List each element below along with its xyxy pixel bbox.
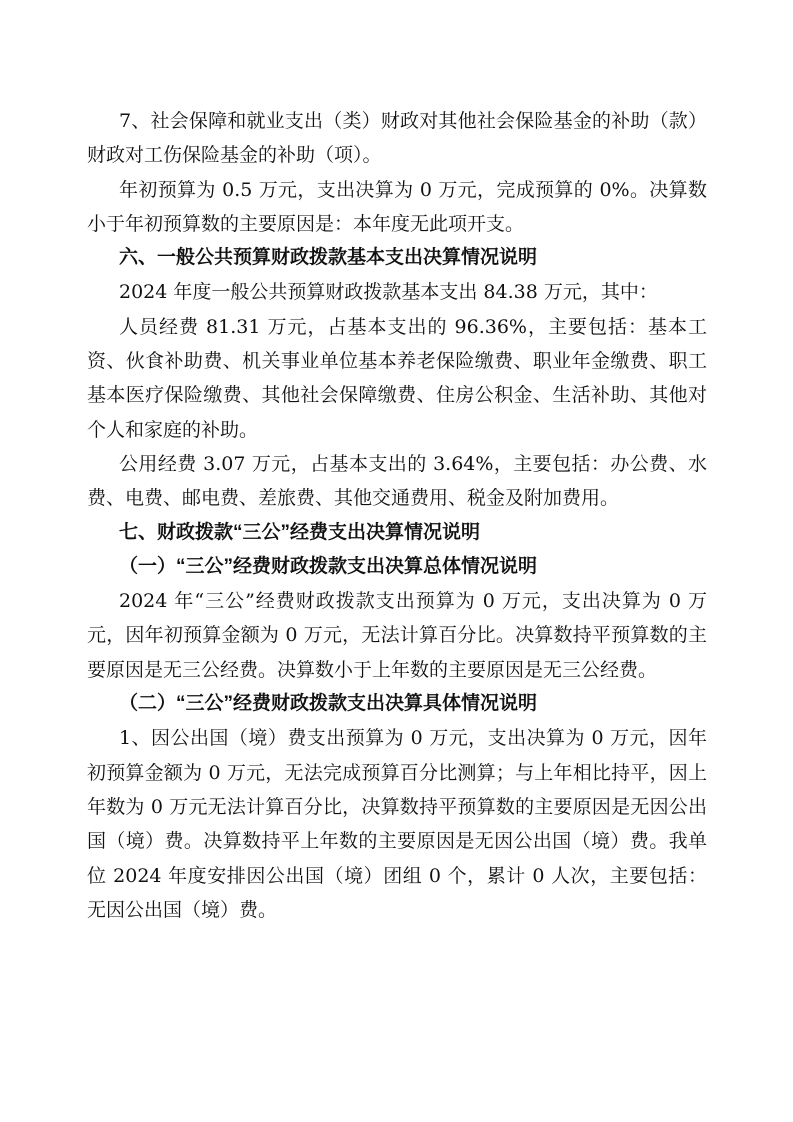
paragraph-overseas-travel-expenses: 1、因公出国（境）费支出预算为 0 万元，支出决算为 0 万元，因年初预算金额为 0 万元，无法完成预算百分比测算；与上年相比持平，因上年数为 0 万元无法计算百分比，决算数持平预算数的主要原因是无因公出国（境）费。决算数持平上年数的主要原因是无因公出国（境）费。我单位 2024 年度安排因公出国（境）团组 0 个，累计 0 人次，主要包括：无因公出国（境）费。	[87, 727, 707, 921]
section-heading-seven-three-public-expenses: 七、财政拨款“三公”经费支出决算情况说明	[119, 521, 481, 543]
paragraph-personnel-funds: 人员经费 81.31 万元，占基本支出的 96.36%，主要包括：基本工资、伙食补助费、机关事业单位基本养老保险缴费、职业年金缴费、职工基本医疗保险缴费、其他社会保障缴费、住房公积金、生活补助、其他对个人和家庭的补助。	[87, 315, 707, 441]
paragraph-three-public-overall: 2024 年“三公”经费财政拨款支出预算为 0 万元，支出决算为 0 万元，因年初预算金额为 0 万元，无法计算百分比。决算数持平预算数的主要原因是无三公经费。决算数小于上年数的主要原因是无三公经费。	[87, 590, 707, 681]
paragraph-public-funds: 公用经费 3.07 万元，占基本支出的 3.64%，主要包括：办公费、水费、电费、邮电费、差旅费、其他交通费用、税金及附加费用。	[87, 452, 707, 510]
paragraph-2024-basic-expenditure-total: 2024 年度一般公共预算财政拨款基本支出 84.38 万元，其中：	[119, 281, 658, 304]
section-heading-six-basic-expenditure: 六、一般公共预算财政拨款基本支出决算情况说明	[119, 247, 538, 269]
subsection-heading-one-overall-situation: （一）“三公”经费财政拨款支出决算总体情况说明	[119, 555, 538, 577]
subsection-heading-two-specific-situation: （二）“三公”经费财政拨款支出决算具体情况说明	[119, 693, 538, 715]
paragraph-budget-0-5-explanation: 年初预算为 0.5 万元，支出决算为 0 万元，完成预算的 0%。决算数小于年初预算数的主要原因是：本年度无此项开支。	[87, 178, 707, 235]
paragraph-item-7-social-security: 7、社会保障和就业支出（类）财政对其他社会保险基金的补助（款）财政对工伤保险基金的补助（项）。	[87, 110, 707, 167]
